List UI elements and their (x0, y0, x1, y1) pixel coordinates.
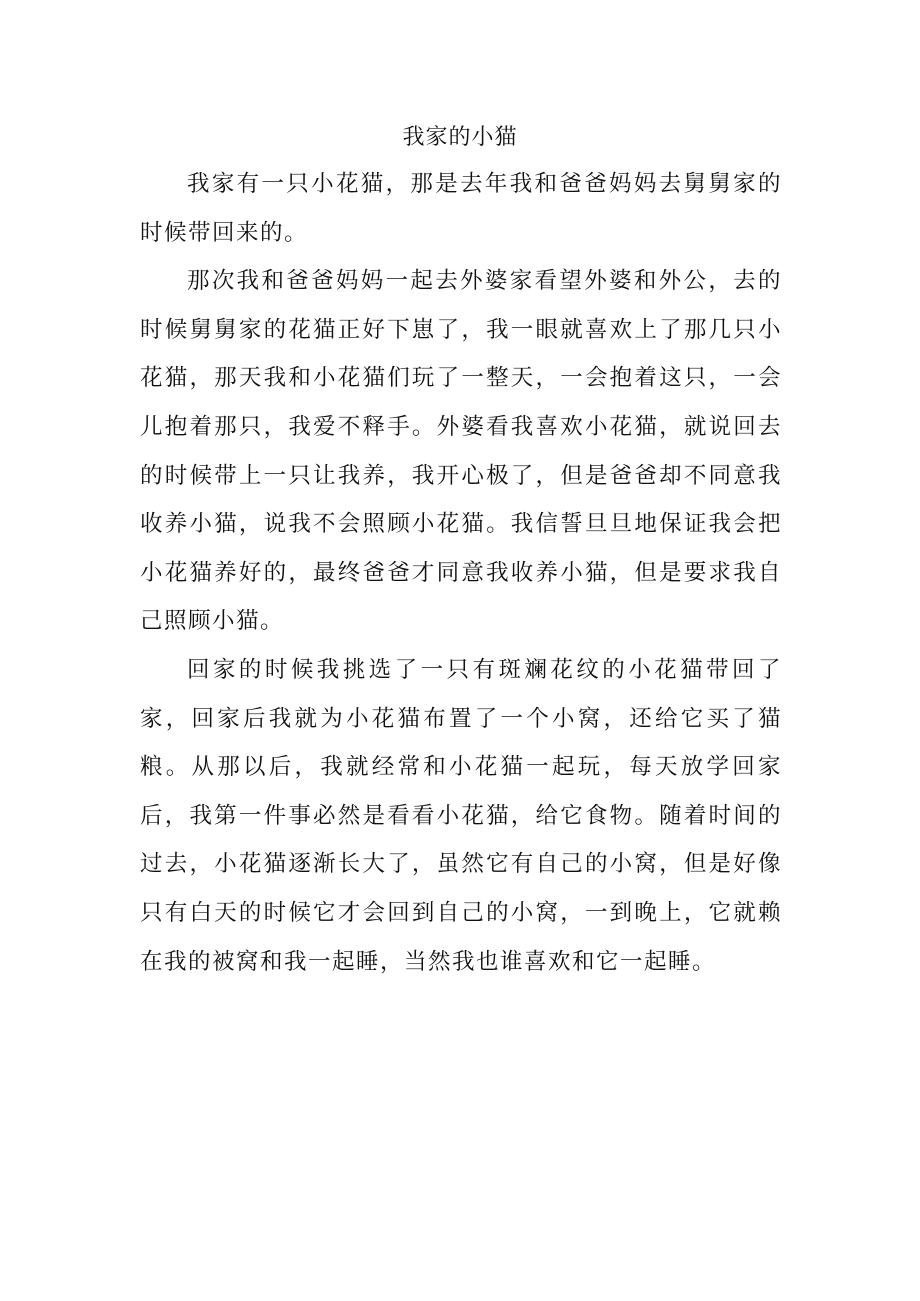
paragraph-3: 回家的时候我挑选了一只有斑斓花纹的小花猫带回了家，回家后我就为小花猫布置了一个小窝，还给它买了猫粮。从那以后，我就经常和小花猫一起玩，每天放学回家后，我第一件事必然是看看小花猫，给它食物。随着时间的过去，小花猫逐渐长大了，虽然它有自己的小窝，但是好像只有白天的时候它才会回到自己的小窝，一到晚上，它就赖在我的被窝和我一起睡，当然我也谁喜欢和它一起睡。 (140, 656, 782, 975)
paragraph-1: 我家有一只小花猫，那是去年我和爸爸妈妈去舅舅家的时候带回来的。 (140, 171, 782, 246)
document-body (140, 160, 782, 986)
document-title: 我家的小猫 (402, 125, 518, 150)
paragraph-2: 那次我和爸爸妈妈一起去外婆家看望外婆和外公，去的时候舅舅家的花猫正好下崽了，我一眼就喜欢上了那几只小花猫，那天我和小花猫们玩了一整天，一会抱着这只，一会儿抱着那只，我爱不释手。外婆看我喜欢小花猫，就说回去的时候带上一只让我养，我开心极了，但是爸爸却不同意我收养小猫，说我不会照顾小花猫。我信誓旦旦地保证我会把小花猫养好的，最终爸爸才同意我收养小猫，但是要求我自己照顾小猫。 (140, 268, 782, 635)
